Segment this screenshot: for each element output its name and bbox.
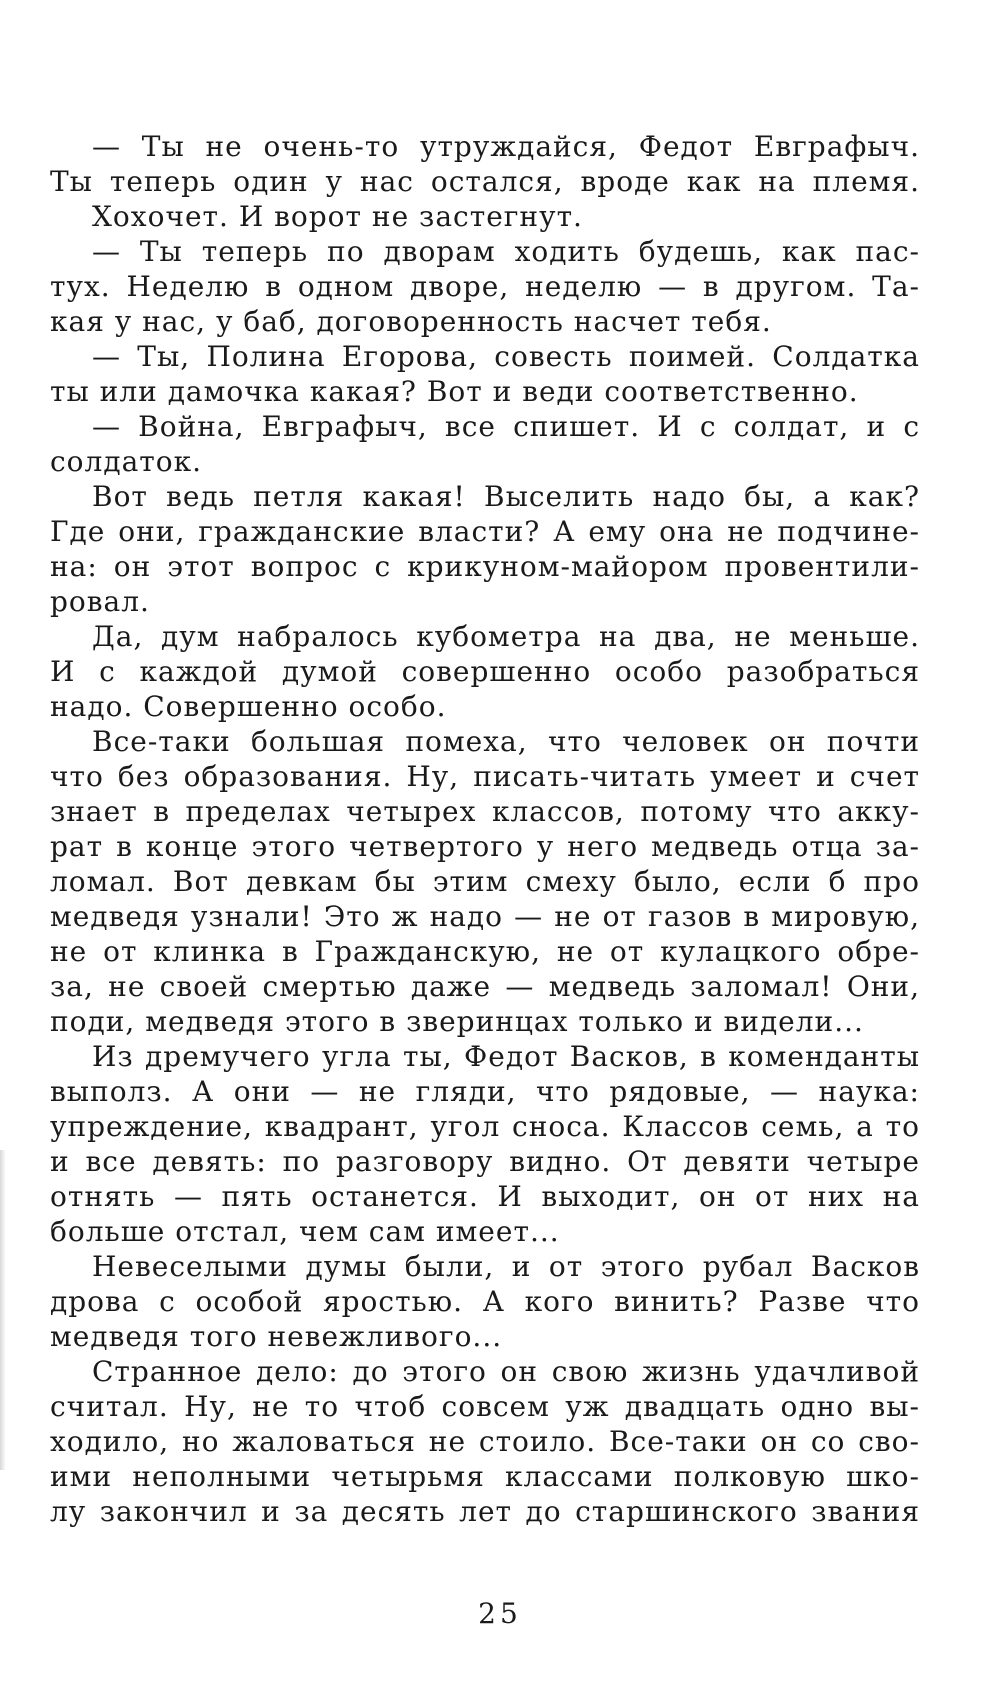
text-line: рат в конце этого четвертого у него медведь отца за- (50, 830, 920, 863)
text-line: Да, дум набралось кубометра на два, не меньше. (92, 620, 920, 653)
text-line: медведя того невежливого... (50, 1320, 503, 1353)
text-line: Все-таки большая помеха, что человек он почти (92, 725, 920, 758)
text-line: — Ты теперь по дворам ходить будешь, как пас- (92, 235, 920, 268)
text-line: ломал. Вот девкам бы этим смеху было, если б про (50, 865, 920, 898)
text-line: за, не своей смертью даже — медведь заломал! Они, (50, 970, 920, 1003)
text-line: Где они, гражданские власти? А ему она не подчине- (50, 515, 920, 548)
text-line: и все девять: по разговору видно. От девяти четыре (50, 1145, 920, 1178)
text-line: отнять — пять останется. И выходит, он от них на (50, 1180, 920, 1213)
text-line: ими неполными четырьмя классами полковую шко- (50, 1460, 920, 1493)
text-line: Невеселыми думы были, и от этого рубал Васков (92, 1250, 920, 1283)
text-line: Вот ведь петля какая! Выселить надо бы, а как? (92, 480, 920, 513)
text-line: считал. Ну, не то чтоб совсем уж двадцать одно вы- (50, 1390, 920, 1423)
text-line: кая у нас, у баб, договоренность насчет тебя. (50, 305, 772, 338)
text-line: поди, медведя этого в зверинцах только и видели... (50, 1005, 864, 1038)
text-line: ходило, но жаловаться не стоило. Все-таки он со сво- (50, 1425, 920, 1458)
text-line: И с каждой думой совершенно особо разобраться (50, 655, 920, 688)
text-line: лу закончил и за десять лет до старшинского звания (50, 1495, 920, 1528)
text-line: знает в пределах четырех классов, потому что акку- (50, 795, 920, 828)
text-line: солдаток. (50, 445, 203, 478)
text-line: упреждение, квадрант, угол сноса. Классов семь, а то (50, 1110, 920, 1143)
text-line: ты или дамочка какая? Вот и веди соответственно. (50, 375, 859, 408)
body-text (50, 129, 920, 1529)
text-line: на: он этот вопрос с крикуном-майором провентили- (50, 550, 920, 583)
text-line: больше отстал, чем сам имеет... (50, 1215, 560, 1248)
page-number: 25 (478, 1597, 522, 1630)
text-line: Странное дело: до этого он свою жизнь удачливой (92, 1355, 920, 1388)
text-line: дрова с особой яростью. А кого винить? Разве что (50, 1285, 920, 1318)
text-line: тух. Неделю в одном дворе, неделю — в другом. Та- (50, 270, 920, 303)
text-line: Ты теперь один у нас остался, вроде как на племя. (50, 165, 920, 198)
text-line: ровал. (50, 585, 150, 618)
page-binding-shadow (0, 1150, 6, 1470)
text-line: не от клинка в Гражданскую, не от кулацкого обре- (50, 935, 920, 968)
text-line: медведя узнали! Это ж надо — не от газов в мировую, (50, 900, 920, 933)
text-line: — Ты, Полина Егорова, совесть поимей. Солдатка (92, 340, 920, 373)
text-line: Из дремучего угла ты, Федот Васков, в коменданты (92, 1040, 920, 1073)
text-line: — Война, Евграфыч, все спишет. И с солдат, и с (92, 410, 920, 443)
text-line: Хохочет. И ворот не застегнут. (92, 200, 583, 233)
text-line: что без образования. Ну, писать-читать умеет и счет (50, 760, 920, 793)
text-line: — Ты не очень-то утруждайся, Федот Евграфыч. (92, 130, 920, 163)
text-line: надо. Совершенно особо. (50, 690, 447, 723)
text-line: выполз. А они — не гляди, что рядовые, — наука: (50, 1075, 920, 1108)
